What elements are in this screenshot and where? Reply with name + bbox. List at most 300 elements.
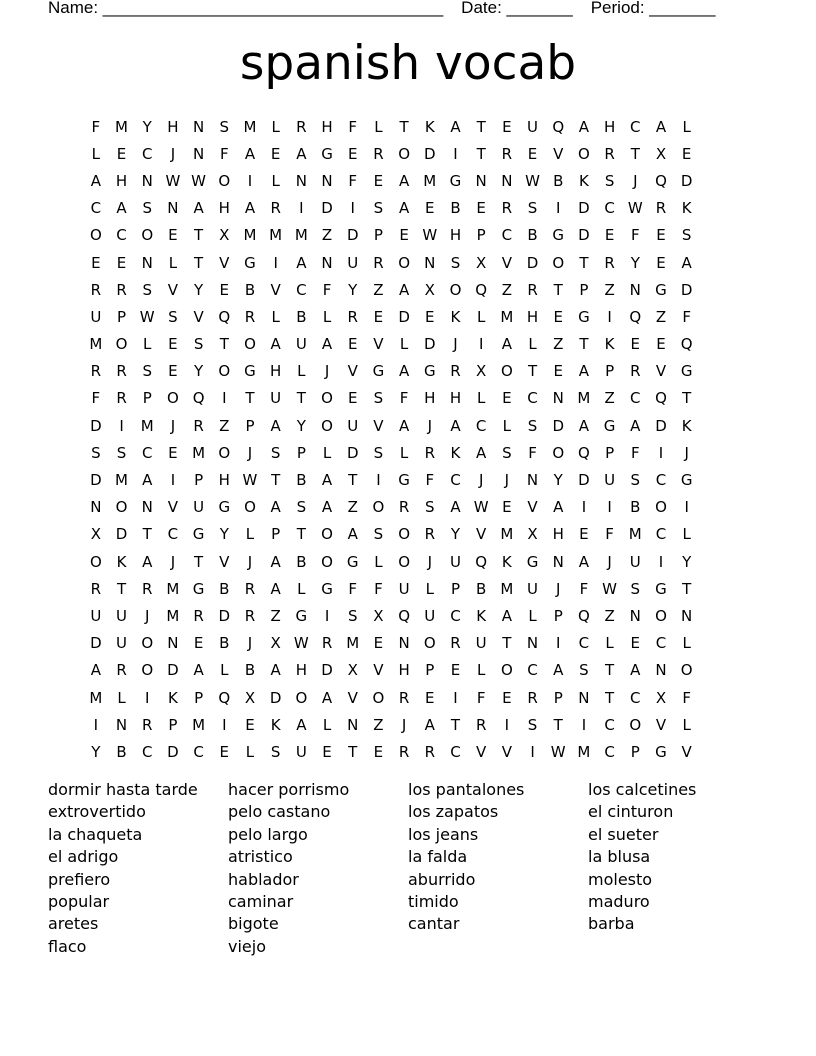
grid-letter: H	[115, 171, 128, 190]
grid-letter: A	[655, 117, 667, 136]
grid-row	[83, 249, 700, 276]
grid-letter: C	[141, 443, 153, 462]
grid-row	[83, 140, 700, 167]
grid-letter: N	[192, 117, 205, 136]
grid-letter: D	[321, 199, 333, 218]
grid-letter: R	[501, 144, 513, 163]
grid-letter: S	[219, 117, 230, 136]
grid-letter: O	[321, 389, 333, 408]
grid-letter: O	[552, 253, 565, 272]
grid-letter: Y	[91, 742, 101, 761]
page-title: spanish vocab	[239, 36, 577, 91]
grid-row	[83, 494, 700, 521]
grid-letter: U	[629, 552, 641, 571]
grid-letter: A	[398, 171, 410, 190]
grid-letter: L	[528, 606, 537, 625]
grid-letter: O	[372, 688, 385, 707]
grid-letter: J	[170, 144, 176, 163]
grid-letter: T	[502, 634, 512, 653]
grid-letter: I	[504, 715, 510, 734]
grid-letter: D	[398, 307, 410, 326]
grid-letter: V	[373, 661, 384, 680]
grid-letter: A	[321, 498, 333, 517]
grid-letter: M	[89, 335, 103, 354]
grid-letter: G	[321, 144, 333, 163]
grid-letter: I	[170, 471, 176, 490]
grid-letter: J	[453, 335, 458, 354]
grid-letter: N	[526, 634, 539, 653]
grid-letter: L	[682, 715, 691, 734]
grid-letter: B	[296, 307, 307, 326]
grid-letter: M	[115, 471, 128, 490]
grid-letter: T	[296, 525, 306, 544]
grid-letter: Z	[655, 307, 667, 326]
grid-letter: V	[681, 742, 692, 761]
grid-letter: F	[91, 117, 101, 136]
grid-letter: A	[398, 362, 410, 381]
grid-letter: F	[528, 443, 537, 462]
grid-letter: J	[247, 634, 253, 653]
grid-letter: U	[90, 606, 102, 625]
grid-letter: X	[347, 661, 358, 680]
grid-letter: Z	[270, 606, 281, 625]
grid-letter: D	[578, 471, 590, 490]
grid-letter: L	[374, 552, 383, 571]
grid-letter: I	[222, 389, 227, 408]
grid-letter: V	[347, 362, 358, 381]
grid-letter: O	[655, 498, 667, 517]
grid-row	[83, 548, 700, 575]
grid-letter: D	[167, 661, 179, 680]
word-bank-item: viejo	[228, 936, 266, 956]
grid-letter: T	[194, 253, 204, 272]
grid-letter: D	[578, 199, 590, 218]
grid-letter: E	[219, 742, 230, 761]
grid-letter: E	[656, 253, 666, 272]
grid-row	[83, 711, 700, 738]
grid-letter: M	[89, 688, 103, 707]
grid-letter: B	[116, 742, 127, 761]
grid-letter: T	[194, 552, 204, 571]
grid-letter: A	[270, 416, 281, 435]
grid-letter: N	[321, 171, 333, 190]
grid-letter: Z	[604, 280, 615, 299]
grid-letter: E	[270, 144, 281, 163]
grid-letter: C	[116, 226, 127, 245]
grid-letter: J	[427, 416, 432, 435]
grid-letter: V	[193, 307, 204, 326]
grid-letter: G	[372, 362, 385, 381]
grid-letter: H	[449, 389, 462, 408]
grid-letter: K	[578, 171, 589, 190]
grid-letter: T	[116, 579, 127, 598]
grid-letter: I	[247, 171, 253, 190]
grid-letter: U	[193, 498, 205, 517]
grid-letter: C	[604, 199, 615, 218]
grid-letter: A	[630, 661, 641, 680]
grid-letter: A	[244, 199, 256, 218]
grid-letter: D	[269, 688, 282, 707]
grid-letter: C	[193, 742, 204, 761]
grid-letter: I	[581, 715, 587, 734]
grid-letter: F	[425, 471, 435, 490]
grid-letter: L	[245, 742, 255, 761]
grid-letter: O	[398, 525, 410, 544]
grid-letter: A	[501, 606, 512, 625]
grid-letter: R	[527, 688, 538, 707]
grid-letter: F	[348, 117, 358, 136]
word-bank-item: el sueter	[588, 824, 659, 844]
grid-letter: S	[270, 742, 281, 761]
grid-letter: D	[90, 634, 102, 653]
grid-letter: I	[453, 144, 458, 163]
grid-letter: A	[193, 661, 204, 680]
grid-letter: U	[398, 579, 410, 598]
grid-letter: L	[143, 335, 152, 354]
grid-letter: G	[244, 362, 256, 381]
grid-letter: O	[321, 416, 333, 435]
grid-letter: T	[553, 715, 563, 734]
grid-letter: C	[450, 471, 461, 490]
grid-letter: K	[450, 443, 461, 462]
grid-letter: I	[658, 552, 664, 571]
grid-letter: D	[655, 416, 667, 435]
grid-letter: A	[116, 199, 127, 218]
grid-letter: H	[218, 199, 230, 218]
grid-letter: K	[681, 416, 692, 435]
grid-letter: Y	[219, 525, 229, 544]
grid-letter: L	[322, 307, 332, 326]
grid-letter: I	[350, 199, 355, 218]
grid-letter: G	[192, 579, 205, 598]
grid-letter: W	[473, 498, 489, 517]
grid-letter: J	[607, 552, 612, 571]
grid-letter: H	[167, 117, 179, 136]
grid-letter: R	[501, 199, 513, 218]
grid-letter: Y	[682, 552, 692, 571]
grid-letter: C	[655, 525, 667, 544]
grid-letter: X	[476, 362, 487, 381]
grid-letter: W	[242, 471, 258, 490]
grid-letter: A	[553, 661, 564, 680]
grid-letter: I	[581, 498, 587, 517]
grid-letter: A	[578, 117, 590, 136]
word-bank-item: los jeans	[408, 824, 479, 844]
grid-letter: P	[630, 742, 640, 761]
grid-letter: D	[346, 443, 359, 462]
grid-row	[83, 385, 700, 412]
grid-letter: M	[346, 634, 360, 653]
grid-letter: G	[655, 742, 667, 761]
grid-letter: S	[296, 498, 307, 517]
grid-letter: A	[296, 144, 307, 163]
grid-letter: R	[244, 579, 256, 598]
grid-letter: D	[526, 253, 539, 272]
grid-letter: A	[501, 335, 512, 354]
grid-letter: D	[218, 606, 231, 625]
grid-letter: J	[684, 443, 689, 462]
grid-letter: O	[89, 226, 102, 245]
grid-letter: Z	[373, 715, 384, 734]
grid-letter: O	[372, 498, 385, 517]
grid-letter: Y	[630, 253, 640, 272]
grid-letter: T	[399, 117, 409, 136]
grid-letter: T	[296, 389, 306, 408]
grid-letter: R	[373, 144, 384, 163]
grid-letter: S	[527, 715, 538, 734]
grid-letter: E	[116, 144, 127, 163]
grid-letter: V	[373, 335, 384, 354]
grid-letter: O	[141, 634, 154, 653]
grid-letter: D	[321, 661, 333, 680]
grid-letter: W	[422, 226, 438, 245]
grid-letter: R	[373, 253, 384, 272]
grid-letter: P	[579, 280, 589, 299]
grid-letter: O	[449, 280, 462, 299]
grid-letter: N	[295, 171, 307, 190]
grid-letter: C	[655, 471, 667, 490]
grid-letter: L	[245, 525, 255, 544]
grid-letter: O	[578, 144, 590, 163]
grid-letter: V	[167, 280, 179, 299]
grid-letter: A	[578, 552, 590, 571]
grid-letter: S	[604, 171, 615, 190]
grid-letter: P	[476, 226, 486, 245]
grid-letter: F	[219, 144, 229, 163]
grid-letter: N	[578, 688, 590, 707]
grid-letter: K	[270, 715, 281, 734]
grid-letter: T	[476, 117, 486, 136]
grid-letter: O	[244, 498, 256, 517]
grid-letter: G	[526, 552, 539, 571]
grid-letter: L	[297, 362, 306, 381]
grid-letter: M	[294, 226, 308, 245]
grid-letter: N	[681, 606, 693, 625]
grid-letter: N	[347, 715, 359, 734]
word-bank-column	[228, 779, 408, 958]
grid-letter: E	[193, 634, 204, 653]
grid-letter: E	[245, 715, 255, 734]
grid-letter: U	[527, 579, 539, 598]
grid-letter: K	[116, 552, 127, 571]
grid-letter: J	[145, 606, 150, 625]
grid-letter: L	[271, 307, 280, 326]
grid-letter: A	[321, 688, 333, 707]
grid-letter: G	[423, 362, 436, 381]
grid-letter: E	[373, 307, 384, 326]
grid-letter: B	[630, 498, 641, 517]
grid-letter: L	[220, 661, 229, 680]
grid-letter: L	[322, 443, 332, 462]
grid-letter: L	[682, 634, 691, 653]
grid-letter: M	[500, 307, 514, 326]
grid-letter: H	[398, 661, 410, 680]
grid-letter: G	[346, 552, 359, 571]
grid-letter: T	[605, 661, 615, 680]
grid-letter: L	[117, 688, 126, 707]
grid-letter: G	[655, 579, 667, 598]
grid-letter: C	[141, 742, 153, 761]
grid-letter: I	[93, 715, 99, 734]
grid-letter: N	[321, 253, 333, 272]
grid-letter: R	[244, 307, 256, 326]
grid-letter: C	[167, 525, 179, 544]
grid-letter: H	[424, 389, 436, 408]
grid-letter: R	[90, 579, 102, 598]
grid-letter: S	[373, 443, 384, 462]
grid-row	[83, 575, 700, 602]
grid-letter: P	[605, 362, 615, 381]
grid-letter: M	[500, 579, 514, 598]
grid-letter: E	[476, 199, 486, 218]
grid-letter: R	[142, 579, 153, 598]
grid-letter: A	[578, 416, 590, 435]
grid-letter: C	[604, 742, 615, 761]
grid-letter: L	[605, 634, 614, 653]
word-bank-item: la chaqueta	[48, 824, 143, 844]
grid-letter: E	[579, 525, 589, 544]
grid-letter: A	[630, 416, 641, 435]
grid-letter: X	[527, 525, 538, 544]
worksheet-header	[48, 0, 716, 19]
grid-letter: U	[116, 606, 128, 625]
grid-letter: F	[91, 389, 101, 408]
grid-letter: D	[578, 226, 590, 245]
grid-letter: J	[427, 552, 432, 571]
grid-letter: O	[500, 661, 513, 680]
grid-letter: E	[425, 307, 435, 326]
word-bank-item: maduro	[588, 892, 650, 912]
grid-letter: R	[630, 362, 641, 381]
grid-letter: M	[577, 742, 591, 761]
grid-letter: G	[321, 579, 333, 598]
grid-letter: A	[321, 335, 333, 354]
grid-letter: L	[682, 117, 691, 136]
grid-letter: A	[270, 498, 281, 517]
grid-letter: I	[299, 199, 304, 218]
grid-letter: O	[398, 144, 410, 163]
grid-letter: I	[453, 688, 458, 707]
grid-letter: F	[682, 307, 691, 326]
grid-letter: Z	[347, 498, 358, 517]
grid-letter: H	[295, 661, 307, 680]
grid-letter: J	[247, 552, 253, 571]
grid-letter: N	[475, 171, 487, 190]
grid-letter: E	[553, 307, 563, 326]
grid-letter: Y	[296, 416, 306, 435]
grid-letter: S	[373, 389, 384, 408]
grid-letter: S	[168, 307, 178, 326]
grid-letter: P	[168, 715, 178, 734]
grid-letter: T	[271, 471, 281, 490]
grid-row	[83, 331, 700, 358]
grid-letter: F	[476, 688, 486, 707]
grid-row	[83, 602, 700, 629]
grid-letter: N	[115, 715, 128, 734]
grid-letter: T	[553, 280, 563, 299]
grid-letter: D	[424, 335, 436, 354]
grid-letter: U	[270, 389, 282, 408]
grid-row	[83, 684, 700, 711]
grid-letter: O	[398, 552, 410, 571]
word-bank-item: flaco	[48, 936, 87, 956]
grid-letter: W	[191, 171, 207, 190]
grid-letter: A	[296, 715, 307, 734]
grid-letter: O	[398, 253, 410, 272]
grid-letter: J	[247, 443, 253, 462]
grid-row	[83, 222, 700, 249]
grid-letter: I	[607, 498, 612, 517]
grid-letter: N	[141, 498, 153, 517]
grid-letter: T	[245, 389, 255, 408]
grid-letter: H	[218, 471, 230, 490]
grid-letter: U	[527, 117, 539, 136]
grid-letter: O	[115, 335, 128, 354]
grid-letter: E	[502, 389, 512, 408]
grid-letter: U	[449, 552, 461, 571]
grid-letter: R	[116, 389, 127, 408]
grid-letter: Z	[604, 606, 615, 625]
grid-letter: N	[629, 280, 641, 299]
grid-letter: S	[347, 606, 358, 625]
grid-letter: F	[322, 280, 332, 299]
grid-letter: M	[577, 389, 591, 408]
grid-letter: C	[604, 715, 615, 734]
grid-letter: H	[321, 117, 333, 136]
grid-letter: N	[424, 253, 436, 272]
grid-letter: R	[90, 362, 102, 381]
grid-row	[83, 276, 700, 303]
grid-letter: E	[168, 362, 178, 381]
grid-letter: E	[168, 226, 178, 245]
word-bank-item: la falda	[408, 847, 468, 867]
grid-letter: D	[167, 742, 179, 761]
grid-letter: G	[552, 226, 565, 245]
grid-letter: Q	[218, 688, 231, 707]
grid-letter: X	[373, 606, 384, 625]
grid-row	[83, 657, 700, 684]
grid-row	[83, 738, 700, 765]
grid-letter: G	[603, 416, 616, 435]
grid-letter: M	[423, 171, 437, 190]
grid-letter: Q	[475, 280, 488, 299]
grid-letter: E	[604, 226, 615, 245]
grid-letter: Y	[348, 280, 358, 299]
grid-letter: I	[556, 634, 561, 653]
grid-letter: Y	[450, 525, 461, 544]
grid-letter: J	[170, 416, 176, 435]
word-bank	[48, 779, 808, 958]
grid-letter: U	[116, 634, 128, 653]
grid-letter: M	[500, 525, 514, 544]
grid-letter: S	[142, 362, 152, 381]
grid-letter: S	[142, 280, 152, 299]
grid-letter: Q	[680, 335, 693, 354]
grid-letter: C	[450, 742, 461, 761]
grid-letter: S	[142, 199, 152, 218]
grid-letter: B	[244, 661, 256, 680]
grid-letter: V	[476, 742, 487, 761]
grid-letter: M	[269, 226, 283, 245]
grid-letter: S	[91, 443, 101, 462]
grid-letter: E	[502, 117, 512, 136]
grid-letter: F	[605, 525, 614, 544]
grid-letter: R	[398, 688, 410, 707]
word-bank-item: extrovertido	[48, 802, 146, 822]
grid-letter: A	[450, 416, 461, 435]
grid-letter: W	[165, 171, 181, 190]
grid-letter: Q	[655, 389, 667, 408]
